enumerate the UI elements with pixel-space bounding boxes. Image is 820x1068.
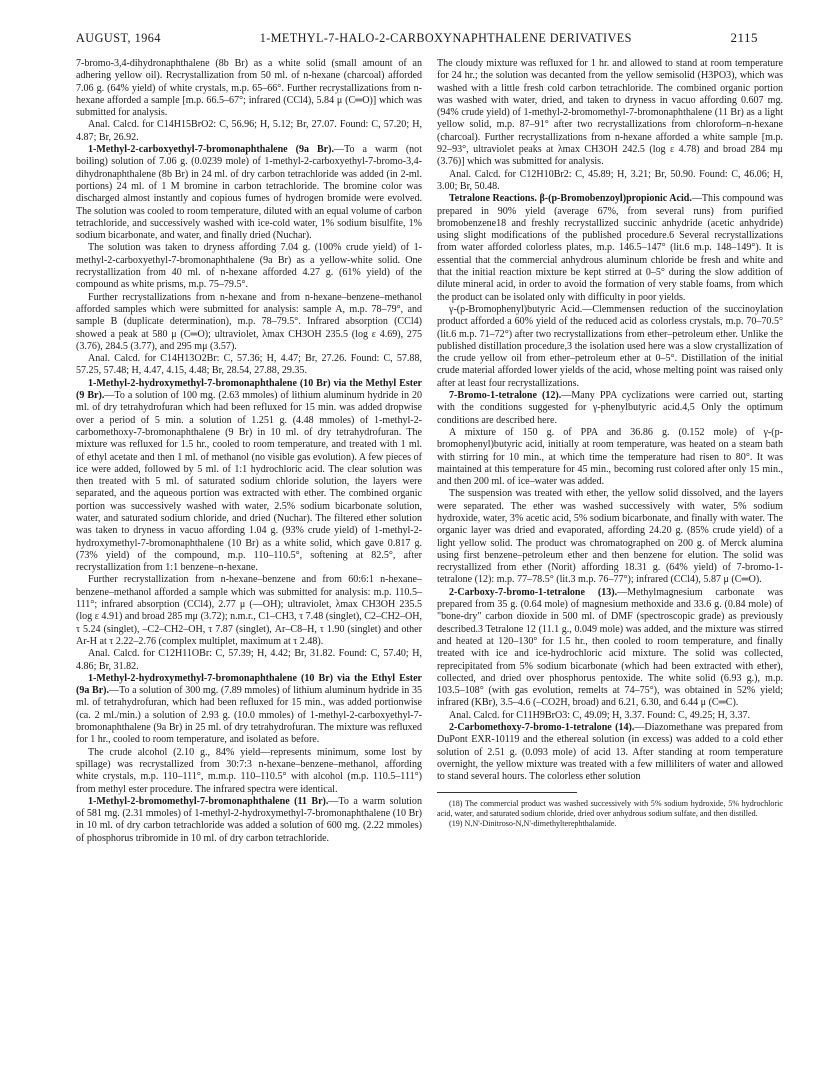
paragraph	[76, 574, 422, 648]
paragraph-text: The crude alcohol (2.10 g., 84% yield—represents minimum, some lost by spillage) was recrystallized from 30:7:3 n-hexane–benzene–methanol, affording white crystals, m.p. 110–111°, m.m.p. 110–110.5° with alcohol (m.p. 110.5–111°) from methyl ester procedure. The infrared spectra were identical.	[76, 746, 422, 795]
left-column	[76, 58, 422, 845]
paragraph-text: —Many PPA cyclizations were carried out, starting with the conditions suggested for γ-phenylbutyric acid.4,5 Only the optimum conditions are described here.	[437, 390, 783, 426]
section-heading: 1-Methyl-2-hydroxymethyl-7-bromonaphthalene (10 Br) via the Methyl Ester (9 Br).	[76, 377, 422, 402]
paragraph	[76, 648, 422, 673]
paragraph	[76, 673, 422, 747]
paragraph-text: —Diazomethane was prepared from DuPont EXR-10119 and the ethereal solution (in excess) was added to a cold ether solution of 2.51 g. (0.093 mole) of acid 13. After standing at room temperature overnight, the yellow mixture was treated with a few milliliters of water and allowed to stand several hours. The colorless ether solution	[437, 722, 783, 783]
footnote-rule	[437, 792, 577, 793]
paragraph-text: —This compound was prepared in 90% yield (average 67%, from several runs) from purified bromobenzene18 and freshly recrystallized succinic anhydride (acetic anhydride) using slight modifications of the published procedure.6 Several recrystallizations from water afforded colorless plates, m.p. 146.5–147° (lit.6 m.p. 148–149°). It is essential that the commercial anhydrous aluminum chloride be fresh and white and that the initial reaction mixture be kept stirred at 0–5° during the slow addition of dilute mineral acid, in order to avoid the formation of very stable foams, from which the product can be isolated only with difficulty in poor yields.	[437, 193, 783, 303]
paragraph	[76, 292, 422, 353]
footnote: (19) N,N'-Dinitroso-N,N'-dimethylterephthalamide.	[449, 818, 617, 828]
paragraph-text: —To a warm solution of 581 mg. (2.31 mmoles) of 1-methyl-2-hydroxymethyl-7-bromonaphthalene (10 Br) in 10 ml. of dry carbon tetrachloride was added a solution of 600 mg. (2.22 mmoles) of phosphorus tribromide in 10 ml. of dry carbon tetrachloride.	[76, 795, 422, 844]
paragraph	[437, 488, 783, 586]
running-header	[76, 30, 758, 50]
section-heading: 1-Methyl-2-bromomethyl-7-bromonaphthalene (11 Br).	[88, 795, 329, 807]
paragraph	[437, 722, 783, 783]
paragraph	[437, 587, 783, 710]
paragraph-text: γ-(p-Bromophenyl)butyric Acid.—Clemmensen reduction of the succinoylation product afforded a 60% yield of the reduced acid as colorless crystals, m.p. 70–70.5° (lit.6 m.p. 71–72°) after two recrystallizations from ether–petroleum ether. Unlike the published distillation procedure,3 the isolation used here was a slow crystallization of the crude yellow oil from ether–petroleum ether at 0–5°. Distillation of the initial crude material afforded lower yields of the acid, whose melting point was raised only after at least four recrystallizations.	[437, 303, 783, 389]
paragraph-text: —To a warm (not boiling) solution of 7.06 g. (0.0239 mole) of 1-methyl-2-carboxyethyl-7-bromo-3,4-dihydronaphthalene (8b Br) in 24 ml. of dry carbon tetrachloride was added (in 2-ml. portions) 24 ml. of 1 M bromine in carbon tetrachloride. The bromine color was discharged almost instantly and copious fumes of hydrogen bromide were evolved. The solution was cooled to room temperature, diluted with an equal volume of carbon tetrachloride, and successively washed with ice-cold water, 1% sodium bisulfite, 1% sodium bicarbonate, and water, and finally dried (Nuchar).	[76, 144, 422, 242]
paragraph	[76, 747, 422, 796]
paragraph	[76, 378, 422, 575]
paragraph	[437, 58, 783, 169]
paragraph	[437, 169, 783, 194]
footnotes	[437, 799, 783, 829]
paragraph-text: —To a solution of 100 mg. (2.63 mmoles) of lithium aluminum hydride in 20 ml. of dry tetrahydrofuran which had been refluxed for 15 min. was added dropwise over a period of 5 min. a solution of 1.251 g. (4.48 mmoles) of 1-methyl-2-carbomethoxy-7-bromonaphthalene (9 Br) in 10 ml. of dry tetrahydrofuran. The mixture was refluxed for 1.5 hr., cooled to room temperature, and treated with 1 ml. of ethyl acetate and then 1 ml. of methanol (no visible gas evolution). A few pieces of ice were added, followed by 5 ml. of 1:1 hydrochloric acid. The clear solution was then treated with 5 ml. of saturated sodium chloride solution, the layers were separated, and the aqueous portion was extracted with ether. The combined organic portion was successively washed with water, 2.5% sodium bicarbonate solution, water, and saturated sodium chloride, and dried (Nuchar). The filtered ether solution was taken to dryness in vacuo affording 1.04 g. (93% crude yield) of 1-methyl-2-hydroxymethyl-7-bromonaphthalene (10 Br) as a white solid, which gave 0.817 g. (73% yield) of the compound, m.p. 110–110.5°, softening at 82.5°, after recrystallization from 1:1 benzene–n-hexane.	[76, 390, 423, 574]
paragraph-text: Anal. Calcd. for C11H9BrO3: C, 49.09; H, 3.37. Found: C, 49.25; H, 3.37.	[449, 709, 751, 721]
paragraph-text: Anal. Calcd. for C14H13O2Br: C, 57.36; H, 4.47; Br, 27.26. Found: C, 57.88, 57.25, 57.48; H, 4.47, 4.15, 4.48; Br, 28.54, 27.88, 29.35.	[76, 353, 422, 377]
paragraph-text: A mixture of 150 g. of PPA and 36.86 g. (0.152 mole) of γ-(p-bromophenyl)butyric acid, initially at room temperature, was heated on a steam bath with stirring for 10 min., at which time the temperature had risen to 80°. It was maintained at this temperature for 45 min., becoming rust colored after only 15 min., and then 200 ml. of ice–water was added.	[437, 426, 783, 488]
paragraph-text: 7-bromo-3,4-dihydronaphthalene (8b Br) as a white solid (small amount of an adhering yellow oil). Recrystallization from 50 ml. of n-hexane (charcoal) afforded 7.06 g. (64% yield) of white crystals, m.p. 65–66°. Further recrystallizations from n-hexane afforded a sample [m.p. 66.5–67°; infrared (CCl4), 5.84 μ (C═O)] which was submitted for analysis.	[76, 58, 422, 119]
paragraph-text: The cloudy mixture was refluxed for 1 hr. and allowed to stand at room temperature for 24 hr.; the solution was decanted from the yellow semisolid (H3PO3), which was washed with a little fresh cold carbon tetrachloride. The combined organic portion was washed with water, dried, and taken to dryness in vacuo affording 0.607 mg. (94% crude yield) of 1-methyl-2-bromomethyl-7-bromonaphthalene (11 Br) as a light yellow solid, m.p. 87–91° after two recrystallizations from chloroform–n-hexane (charcoal). Further recrystallizations from n-hexane afforded a white sample [m.p. 92–93°, ultraviolet peaks at λmax CH3OH 242.5 (log ε 4.78) and broad 284 mμ (3.76)] which was submitted for analysis.	[437, 58, 783, 168]
page-number: 2115	[730, 30, 758, 45]
paragraph-text: Anal. Calcd. for C12H10Br2: C, 45.89; H, 3.21; Br, 50.90. Found: C, 46.06; H, 3.00; Br, 50.48.	[437, 168, 783, 192]
paragraph-text: Anal. Calcd. for C12H11OBr: C, 57.39; H, 4.42; Br, 31.82. Found: C, 57.40; H, 4.86; Br, 31.82.	[76, 648, 422, 672]
paragraph	[76, 353, 422, 378]
section-heading: 1-Methyl-2-hydroxymethyl-7-bromonaphthalene (10 Br) via the Ethyl Ester (9a Br).	[76, 672, 422, 697]
paragraph	[437, 304, 783, 390]
paragraph-text: Further recrystallizations from n-hexane and from n-hexane–benzene–methanol afforded samples which were submitted for analysis: sample A, m.p. 78–79°, and sample B (duplicate determination), m.p. 78–79.5°. Infrared absorption (CCl4) showed a peak at 580 μ (C═O); ultraviolet, λmax CH3OH 235.5 (log ε 4.69), 275 (3.76), 284.5 (3.77), and 295 mμ (3.57).	[76, 291, 422, 352]
paragraph-text: The suspension was treated with ether, the yellow solid dissolved, and the layers were separated. The ether was washed successively with water, 5% sodium hydroxide, water, 3% acetic acid, 5% sodium bicarbonate, and finally with water. The organic layer was dried and evaporated, affording 24.20 g. (85% crude yield) of a light yellow solid. The product was chromatographed on 200 g. of Merck alumina using first benzene–petroleum ether and then benzene for elution. The solid was recrystallized from ether (Norit) affording 18.31 g. (64% yield) of 7-bromo-1-tetralone (12): m.p. 77–78.5° (lit.3 m.p. 76–77°); infrared (CCl4), 5.87 μ (C═O).	[437, 488, 783, 586]
footnote: (18) The commercial product was washed successively with 5% sodium hydroxide, 5% hydrochloric acid, water, and saturated sodium chloride, dried over anhydrous sodium sulfate, and then distilled.	[437, 798, 783, 818]
paragraph	[76, 144, 422, 242]
section-heading: 1-Methyl-2-carboxyethyl-7-bromonaphthalene (9a Br).	[88, 144, 335, 156]
paragraph	[76, 796, 422, 845]
paragraph	[76, 119, 422, 144]
paragraph	[437, 710, 783, 722]
paragraph	[437, 390, 783, 427]
section-heading: 7-Bromo-1-tetralone (12).	[449, 390, 562, 402]
paragraph-text: —Methylmagnesium carbonate was prepared from 35 g. (0.64 mole) of magnesium methoxide and 33.6 g. (0.84 mole) of "bone-dry" carbon dioxide in 500 ml. of DMF (spectroscopic grade) as previously described.3 Tetralone 12 (11.1 g., 0.049 mole) was added, and the mixture was stirred and heated at 120–130° for 1.5 hr., then cooled to room temperature, and finally treated with ice and ice-hydrochloric acid mixture. The solid was collected, reprecipitated from 5% sodium bicarbonate (which had been extracted with ether), collected, and dried over phosphorus pentoxide. The white solid (6.93 g.), m.p. 103.5–108° (with gas evolution, remelts at 74–75°), was obtained in 52% yield; infrared (KBr), 3.5–4.6 (–CO2H, broad) and 6.21, 6.30, and 6.44 μ (C═C).	[437, 586, 783, 709]
section-heading: 2-Carbomethoxy-7-bromo-1-tetralone (14).	[449, 722, 635, 734]
right-column-body	[437, 58, 783, 784]
paragraph	[437, 193, 783, 304]
paragraph	[437, 427, 783, 488]
header-title: 1-METHYL-7-HALO-2-CARBOXYNAPHTHALENE DERIVATIVES	[259, 31, 632, 45]
paragraph-text: Further recrystallization from n-hexane–benzene and from 60:6:1 n-hexane–benzene–methanol afforded a sample which was submitted for analysis: m.p. 110.5–111°; infrared absorption (CCl4), 2.77 μ (—OH); ultraviolet, λmax CH3OH 235.5 (log ε 4.91) and broad 285 mμ (3.72); n.m.r., C1–CH3, τ 7.48 (singlet), C2–CH2–OH, τ 5.24 (singlet), –C2–CH2–OH, τ 7.87 (singlet), Ar–C8–H, τ 1.90 (singlet) and other Ar-H at τ 2.22–2.76 (complex multiplet, maximum at τ 2.48).	[76, 574, 423, 647]
paragraph	[76, 242, 422, 291]
paragraph-text: —To a solution of 300 mg. (7.89 mmoles) of lithium aluminum hydride in 35 ml. of tetrahydrofuran, which had been refluxed for 15 min., was added portionwise (ca. 2 ml./min.) a solution of 2.93 g. (10.0 mmoles) of 1-methyl-2-carboxyethyl-7-bromonaphthalene (9a Br) in 25 ml. of dry tetrahydrofuran. The mixture was refluxed for 1 hr., cooled to room temperature, and isolated as before.	[76, 685, 422, 746]
header-date: AUGUST, 1964	[76, 31, 161, 45]
paragraph-text: Anal. Calcd. for C14H15BrO2: C, 56.96; H, 5.12; Br, 27.07. Found: C, 57.20; H, 4.87; Br, 26.92.	[76, 119, 422, 143]
section-heading: Tetralone Reactions. β-(p-Bromobenzoyl)propionic Acid.	[449, 193, 692, 205]
paragraph-text: The solution was taken to dryness affording 7.04 g. (100% crude yield) of 1-methyl-2-carboxyethyl-7-bromonaphthalene (9a Br) as a yellow-white solid. One recrystallization from 40 ml. of n-hexane afforded 4.27 g. (61% yield) of the compound as white prisms, m.p. 75–79.5°.	[76, 242, 422, 291]
right-column	[437, 58, 783, 829]
section-heading: 2-Carboxy-7-bromo-1-tetralone (13).	[449, 586, 618, 598]
paragraph	[76, 58, 422, 119]
